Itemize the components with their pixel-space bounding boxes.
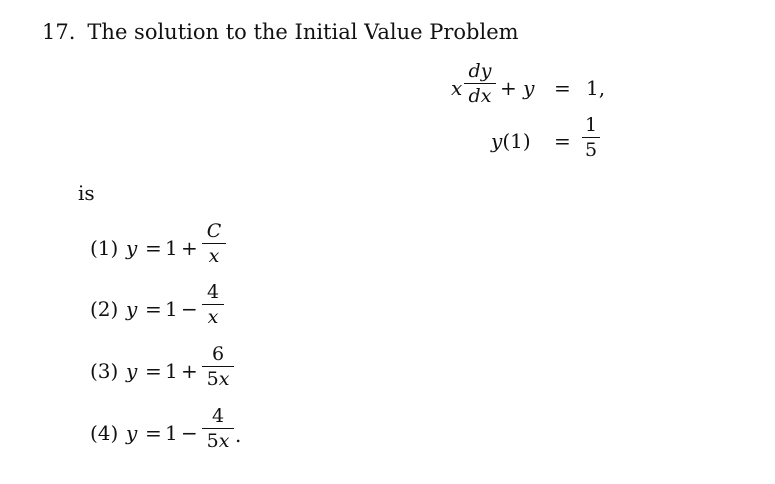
eq1-frac-den: dx <box>468 85 492 107</box>
eq2-equals: = <box>554 129 571 153</box>
option-frac-num: 4 <box>211 405 225 427</box>
eq2-fraction <box>582 114 600 161</box>
option-frac-num: 6 <box>211 343 225 365</box>
eq1-frac-bar <box>464 83 496 84</box>
option-const: 1 <box>165 297 178 321</box>
is-label: is <box>78 181 95 205</box>
question-text: The solution to the Initial Value Problem <box>87 20 519 44</box>
eq1-rhs: 1, <box>586 76 606 100</box>
option-equals: = <box>145 421 162 445</box>
option-frac-den: 5x <box>206 430 230 452</box>
question-heading <box>42 20 519 44</box>
option-label: (1) <box>90 236 119 260</box>
option-frac-bar <box>202 304 224 305</box>
option-equals: = <box>145 297 162 321</box>
option-lhs: y <box>126 236 138 260</box>
option-frac-bar <box>202 366 234 367</box>
eq2-frac-num: 1 <box>584 114 598 136</box>
option-operator: − <box>181 421 198 445</box>
option-fraction <box>202 405 234 452</box>
option-label: (3) <box>90 359 119 383</box>
option-equals: = <box>145 359 162 383</box>
option-label: (4) <box>90 421 119 445</box>
option-label: (2) <box>90 297 119 321</box>
eq1-lhs-suffix: + y <box>500 76 535 100</box>
option-operator: + <box>181 236 198 260</box>
option-frac-num: 4 <box>206 281 220 303</box>
option-const: 1 <box>165 421 178 445</box>
option-equals: = <box>145 236 162 260</box>
eq2-frac-den: 5 <box>584 139 598 161</box>
eq2-frac-bar <box>582 137 600 138</box>
option-lhs: y <box>126 421 138 445</box>
option-frac-bar <box>202 428 234 429</box>
option-lhs: y <box>126 359 138 383</box>
option-fraction <box>202 343 234 390</box>
option-fraction <box>202 281 224 328</box>
option-frac-num: C <box>206 220 222 242</box>
eq1-lhs-prefix: x <box>451 76 463 100</box>
option-operator: + <box>181 359 198 383</box>
eq1-derivative-fraction <box>464 60 496 107</box>
option-tail: . <box>235 423 242 447</box>
option-frac-bar <box>202 243 226 244</box>
question-number: 17. <box>42 20 76 44</box>
option-lhs: y <box>126 297 138 321</box>
option-const: 1 <box>165 359 178 383</box>
eq2-lhs: y(1) <box>491 129 531 153</box>
eq1-equals: = <box>554 76 571 100</box>
eq1-frac-num: dy <box>468 60 492 82</box>
option-fraction <box>202 220 226 267</box>
option-const: 1 <box>165 236 178 260</box>
option-frac-den: x <box>207 306 219 328</box>
option-operator: − <box>181 297 198 321</box>
option-frac-den: x <box>208 245 220 267</box>
option-frac-den: 5x <box>206 368 230 390</box>
